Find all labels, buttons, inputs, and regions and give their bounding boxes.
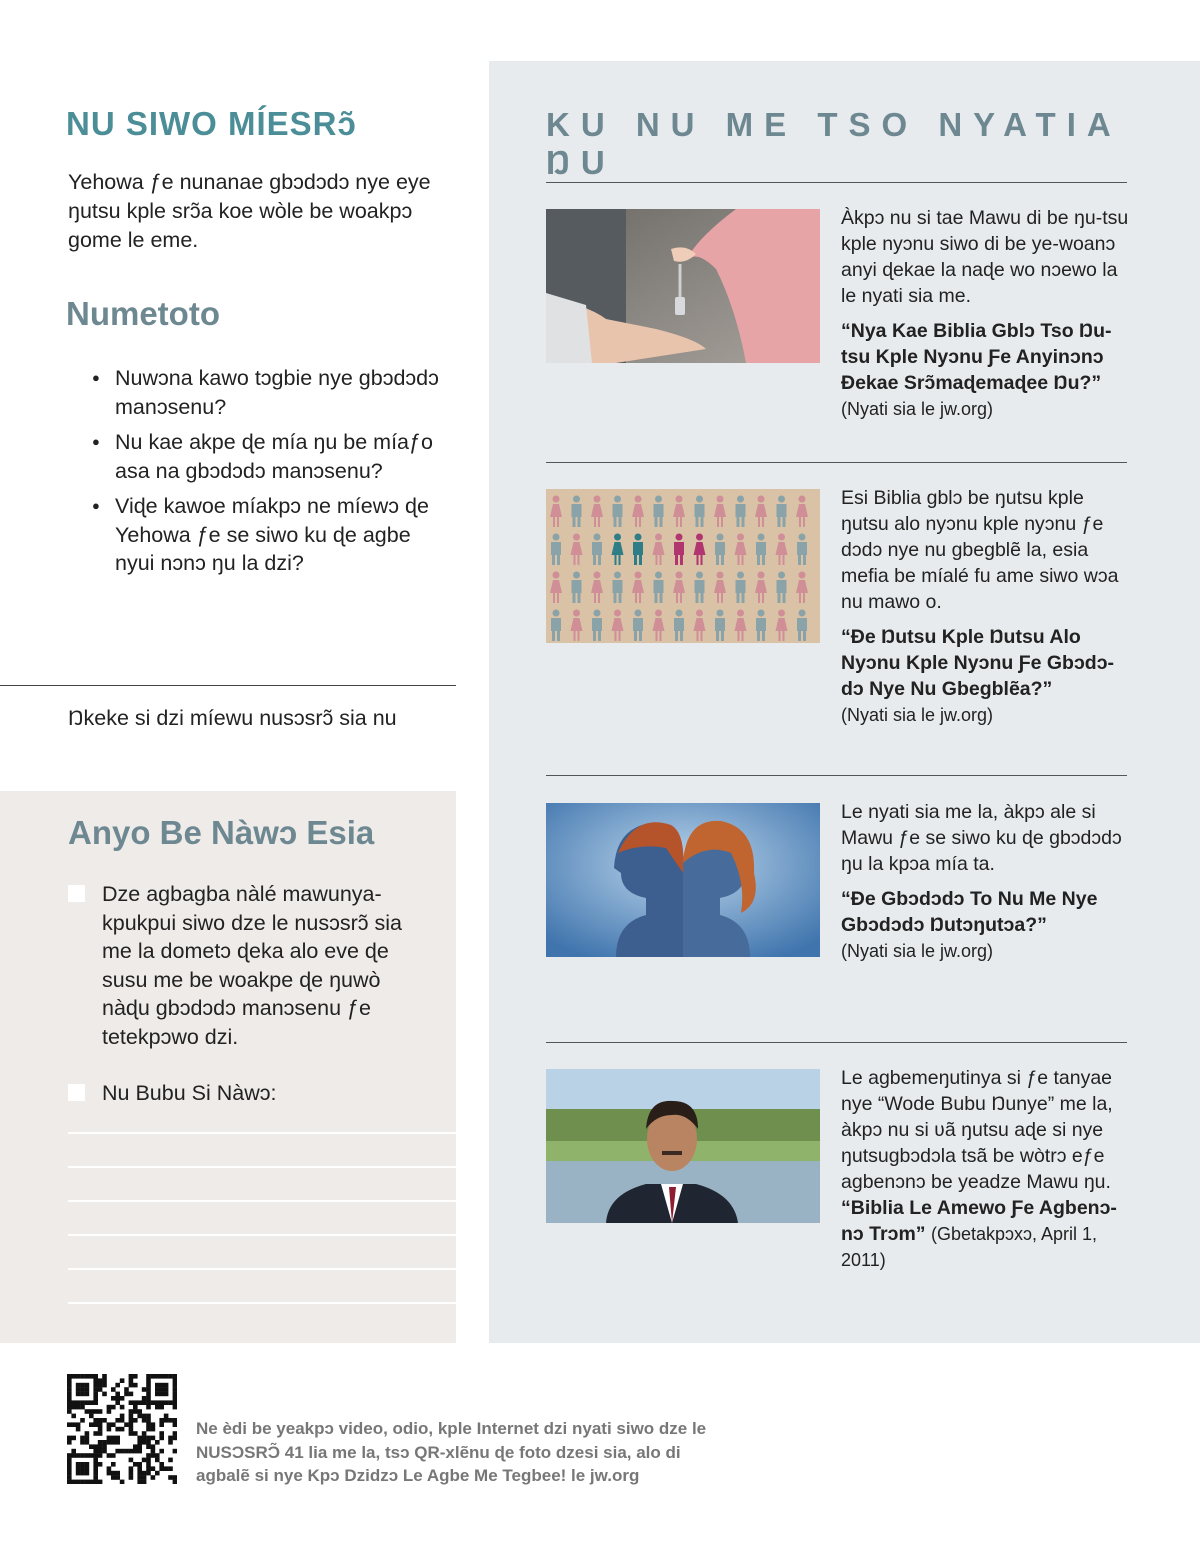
checkbox[interactable]	[68, 885, 85, 902]
writing-line[interactable]	[68, 1268, 456, 1270]
review-question: ● Viɖe kawoe míakpɔ ne míewɔ ɖe Yehowa ƒe se siwo ku ɖe agbe nyui nɔnɔ ŋu la dzi?	[92, 492, 452, 578]
man-portrait-photo[interactable]	[546, 1069, 820, 1223]
explore-item-description	[841, 1065, 1131, 1273]
writing-line[interactable]	[68, 1302, 456, 1304]
divider	[546, 182, 1127, 183]
try-item-text: Nu Bubu Si Nàwɔ:	[102, 1081, 277, 1105]
review-question-list	[92, 364, 452, 585]
explore-section-title: KU NU ME TSO NYATIA ŊU	[546, 106, 1121, 181]
footer-note: Ne èdi be yeakpɔ video, odio, kple Internet dzi nyati siwo dze le NUSƆSRƆ̃ 41 lia me la, tsɔ QR-xlẽnu ɖe foto dzesi sia, alo di agbalẽ si nye Kpɔ Dzidzɔ Le Agbe Me Tegbee! le jw.org	[196, 1419, 707, 1485]
try-this-box	[0, 791, 456, 1343]
writing-line[interactable]	[68, 1166, 456, 1168]
article-source: (Nyati sia le jw.org)	[841, 705, 994, 725]
article-title-link[interactable]: “Nya Kae Biblia Gblɔ Tso Ŋu-tsu Kple Nyɔnu Ƒe Anyinɔnɔ Ɖekae Srɔ̃maɖemaɖee Ŋu?”	[841, 320, 1112, 394]
article-source: (Gbetakpɔxɔ, April 1, 2011)	[841, 1224, 1098, 1270]
review-question: ● Nuwɔna kawo tɔgbie nye gbɔdɔdɔ manɔsenu?	[92, 364, 452, 421]
completion-date-label: Ŋkeke si dzi míewu nusɔsrɔ̃ sia nu	[68, 706, 397, 730]
try-checklist-item	[68, 1079, 276, 1108]
review-question: ● Nu kae akpe ɖe mía ŋu be míaƒo asa na gbɔdɔdɔ manɔsenu?	[92, 428, 452, 485]
hand-passing-keys-photo[interactable]	[546, 209, 820, 363]
writing-line[interactable]	[68, 1132, 456, 1134]
divider	[0, 685, 456, 686]
explore-item-text: Le agbemeŋutinya si ƒe tanyae nye “Wode Bubu Ŋunye” me la, àkpɔ nu si ʋã ŋutsu aɖe si nye ŋutsugbɔdɔla tsã be wòtrɔ eƒe agbenɔnɔ be yeadze Mawu ŋu.	[841, 1067, 1113, 1193]
article-title-link[interactable]: “Ɖe Ŋutsu Kple Ŋutsu Alo Nyɔnu Kple Nyɔnu Ƒe Gbɔdɔ-dɔ Nye Nu Gbegblẽa?”	[841, 626, 1115, 700]
try-section-title: Anyo Be Nàwɔ Esia	[68, 814, 375, 851]
try-checklist-item	[68, 880, 428, 1051]
explore-item-description	[841, 205, 1131, 422]
divider	[546, 462, 1127, 463]
explore-item-text: Le nyati sia me la, àkpɔ ale si Mawu ƒe se siwo ku ɖe gbɔdɔdɔ ŋu la kpɔa mía ta.	[841, 801, 1122, 875]
article-source: (Nyati sia le jw.org)	[841, 399, 994, 419]
explore-item-description	[841, 485, 1131, 728]
explore-item-description	[841, 799, 1131, 964]
qr-code[interactable]	[67, 1374, 177, 1484]
learned-section-title: NU SIWO MÍESRɔ̃	[66, 105, 357, 142]
article-title-link[interactable]: “Ɖe Gbɔdɔdɔ To Nu Me Nye Gbɔdɔdɔ Ŋutɔŋutɔa?”	[841, 888, 1098, 936]
divider	[546, 1042, 1127, 1043]
gender-figures-illustration[interactable]	[546, 489, 820, 643]
explore-item-text: Esi Biblia gblɔ be ŋutsu kple ŋutsu alo nyɔnu kple nyɔnu ƒe dɔdɔ nye nu gbegblẽ la, esia mefia be míalé fu ame siwo wɔa nu mawo o.	[841, 487, 1119, 613]
divider	[546, 775, 1127, 776]
writing-line[interactable]	[68, 1200, 456, 1202]
man-woman-silhouette-illustration[interactable]	[546, 803, 820, 957]
article-source: (Nyati sia le jw.org)	[841, 941, 994, 961]
article-title-link[interactable]: “Biblia Le Amewo Ƒe Agbenɔ-nɔ Trɔm”	[841, 1197, 1117, 1245]
explore-item-text: Àkpɔ nu si tae Mawu di be ŋu-tsu kple nyɔnu siwo di be ye-woanɔ anyi ɖekae la naɖe wo nɔewo la le nyati sia me.	[841, 207, 1129, 307]
learned-summary: Yehowa ƒe nunanae gbɔdɔdɔ nye eye ŋutsu kple srɔ̃a koe wòle be woakpɔ gome le eme.	[68, 170, 431, 252]
try-item-text: Dze agbagba nàlé mawunya-kpukpui siwo dze le nusɔsrɔ̃ sia me la dometɔ ɖeka alo eve ɖe susu me be woakpe ɖe ŋuwò nàɖu gbɔdɔdɔ manɔsenu ƒe tetekpɔwo dzi.	[102, 882, 402, 1049]
writing-line[interactable]	[68, 1234, 456, 1236]
review-section-title: Numetoto	[66, 295, 220, 332]
checkbox[interactable]	[68, 1084, 85, 1101]
